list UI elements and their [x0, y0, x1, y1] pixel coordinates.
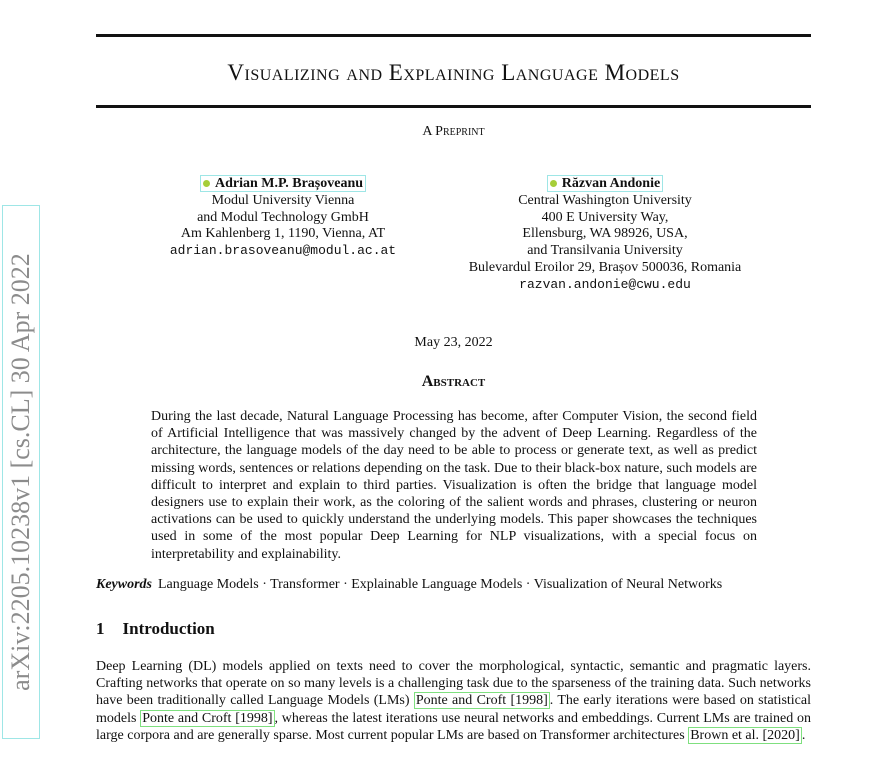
author-block-1 [148, 176, 418, 260]
section-number: 1 [96, 619, 105, 638]
orcid-icon[interactable] [203, 180, 210, 187]
intro-text: . The early iterations were based on statistical models [96, 693, 812, 726]
author-name: Răzvan Andonie [561, 176, 661, 191]
citation-link[interactable]: Ponte and Croft [1998] [415, 693, 548, 709]
author-affiliation-line: Bulevardul Eroilor 29, Brașov 500036, Romania [468, 259, 742, 275]
author-affiliation-line: Modul University Vienna [211, 192, 355, 208]
arxiv-identifier-box[interactable] [2, 205, 40, 739]
author-block-2 [430, 176, 780, 294]
preprint-label: A Preprint [422, 124, 485, 139]
intro-text: . [801, 727, 806, 743]
author-affiliation-line: Central Washington University [518, 192, 692, 208]
author-email: adrian.brasoveanu@modul.ac.at [169, 243, 397, 259]
arxiv-identifier: arXiv:2205.10238v1 [cs.CL] 30 Apr 2022 [6, 253, 35, 691]
author-email: razvan.andonie@cwu.edu [519, 276, 691, 292]
abstract-text: During the last decade, Natural Language Processing has become, after Computer Vision, the second field of Artificial Intelligence that was massively changed by the advent of Deep Learning. Regardless of the architecture, the language models of the day need to be able to process or generate text, as well as predict missing words, sentences or relations depending on the task. Due to their black-box nature, such models are difficult to interpret and explain to third parties. Visualization is often the bridge that language model designers use to explain their work, as the coloring of the salient words and phrases, clustering or neuron activations can be used to quickly understand the underlying models. This paper showcases the techniques used in some of the most popular Deep Learning for NLP visualizations, with a special focus on interpretability and explainability. [151, 409, 757, 562]
author-affiliation-line: 400 E University Way, [541, 209, 669, 225]
keywords-label: Keywords [96, 577, 152, 592]
intro-text: Deep Learning (DL) models applied on texts need to cover the morphological, syntactic, semantic and pragmatic layers. Crafting networks that operate on so many levels is a challenging task due to the sparseness of the training data. Such networks have been traditionally called Language Models (LMs) [96, 659, 811, 709]
section-heading [96, 619, 215, 639]
citation-link[interactable]: Brown et al. [2020] [690, 727, 800, 743]
section-title: Introduction [122, 619, 215, 638]
author-name-link-2[interactable] [547, 175, 663, 192]
introduction-paragraph [96, 658, 811, 744]
author-affiliation-line: Ellensburg, WA 98926, USA, [522, 226, 688, 242]
title-top-rule [96, 34, 811, 37]
author-affiliation-line: Am Kahlenberg 1, 1190, Vienna, AT [180, 226, 386, 242]
orcid-icon[interactable] [550, 180, 557, 187]
author-name-link-1[interactable] [200, 175, 366, 192]
publication-date: May 23, 2022 [414, 335, 493, 350]
author-name: Adrian M.P. Brașoveanu [214, 176, 364, 191]
title-bottom-rule [96, 105, 811, 108]
author-affiliation-line: and Transilvania University [527, 243, 683, 259]
abstract-heading: Abstract [421, 373, 486, 390]
citation-link[interactable]: Ponte and Croft [1998] [142, 710, 273, 726]
author-affiliation-line: and Modul Technology GmbH [197, 209, 369, 225]
keywords-line [96, 577, 811, 593]
intro-text: , whereas the latest iterations use neural networks and embeddings. Current LMs are trained on large corpora and are generally sparse. Most current popular LMs are based on Transformer architectures [96, 710, 811, 743]
keywords-text: Language Models · Transformer · Explainable Language Models · Visualization of Neural Networks [158, 577, 723, 592]
paper-title: Visualizing and Explaining Language Models [227, 60, 680, 85]
